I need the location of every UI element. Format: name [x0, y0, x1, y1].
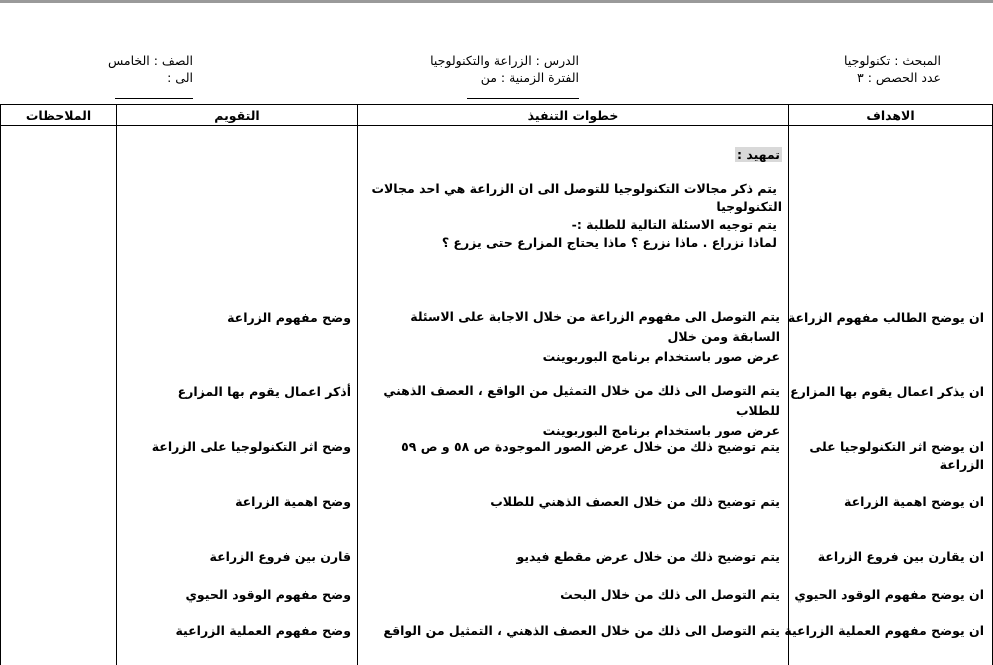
- header-row-divider: [0, 125, 993, 126]
- to-blank: [115, 86, 193, 99]
- steps-cell: يتم التوصل الى ذلك من خلال العصف الذهني ، التمثيل من الواقع: [383, 623, 780, 638]
- top-border: [0, 0, 993, 3]
- period-label: الفترة الزمنية : من: [430, 69, 579, 99]
- objective-cell: ان يقارن بين فروع الزراعة: [817, 549, 984, 564]
- evaluation-cell: أذكر اعمال يقوم بها المزارع: [177, 384, 351, 399]
- evaluation-cell: وضح مفهوم العملية الزراعية: [175, 623, 351, 638]
- table-border-left: [0, 105, 1, 665]
- sessions-label: عدد الحصص : ٣: [857, 70, 941, 85]
- col-divider-notes: [116, 105, 117, 665]
- objective-cell: ان يوضح الطالب مفهوم الزراعة: [787, 310, 984, 325]
- objective-cell: ان يوضح مفهوم العملية الزراعية: [784, 623, 984, 638]
- col-divider-evaluation: [357, 105, 358, 665]
- evaluation-cell: قارن بين فروع الزراعة: [209, 549, 351, 564]
- objective-cell: ان يوضح مفهوم الوقود الحيوي: [794, 587, 984, 602]
- objective-cell: ان يوضح اهمية الزراعة: [844, 494, 984, 509]
- to-label: الى :: [108, 69, 193, 99]
- header-lesson-block: [430, 52, 579, 99]
- col-header-steps: خطوات التنفيذ: [527, 108, 619, 123]
- evaluation-cell: وضح مفهوم الزراعة: [227, 310, 351, 325]
- col-header-objectives: الاهداف: [866, 108, 915, 123]
- col-header-notes: الملاحظات: [25, 108, 92, 123]
- objective-cell: ان يوضح اثر التكنولوجيا على الزراعة: [809, 439, 984, 472]
- intro-title: تمهيد :: [737, 147, 780, 162]
- lesson-label: الدرس : الزراعة والتكنولوجيا: [430, 53, 579, 68]
- lesson-plan-table: [0, 104, 993, 665]
- steps-cell: يتم التوصل الى مفهوم الزراعة من خلال الاجابة على الاسئلة السابقة ومن خلال عرض صور باستخدام برنامج البوربوينت: [410, 309, 780, 364]
- objective-cell: ان يذكر اعمال يقوم بها المزارع: [790, 384, 984, 399]
- evaluation-cell: وضح مفهوم الوقود الحيوي: [185, 587, 351, 602]
- subject-label: المبحث : تكنولوجيا: [844, 53, 941, 68]
- steps-cell: يتم توضيح ذلك من خلال عرض مقطع فيديو: [516, 549, 780, 564]
- steps-cell: يتم توضيح ذلك من خلال عرض الصور الموجودة ص ٥٨ و ص ٥٩: [401, 439, 780, 454]
- steps-cell: يتم توضيح ذلك من خلال العصف الذهني للطلاب: [490, 494, 780, 509]
- header-grade-block: [108, 52, 193, 99]
- header-subject-block: [844, 52, 941, 86]
- period-blank: [467, 86, 579, 99]
- col-header-evaluation: التقويم: [214, 108, 260, 123]
- steps-cell: يتم التوصل الى ذلك من خلال البحث: [560, 587, 780, 602]
- col-divider-steps: [788, 105, 789, 665]
- evaluation-cell: وضح اثر التكنولوجيا على الزراعة: [151, 439, 351, 454]
- steps-cell: يتم التوصل الى ذلك من خلال التمثيل من الواقع ، العصف الذهني للطلاب عرض صور باستخدام برنامج البوربوينت: [383, 383, 780, 438]
- grade-label: الصف : الخامس: [107, 53, 193, 68]
- evaluation-cell: وضح اهمية الزراعة: [235, 494, 351, 509]
- intro-text: يتم ذكر مجالات التكنولوجيا للتوصل الى ان الزراعة هي احد مجالات التكنولوجيا يتم توجيه الاسئلة التالية للطلبة :- لماذا نزراع . ماذا نزرع ؟ ماذا يحتاج المزارع حتى يزرع ؟: [371, 181, 782, 250]
